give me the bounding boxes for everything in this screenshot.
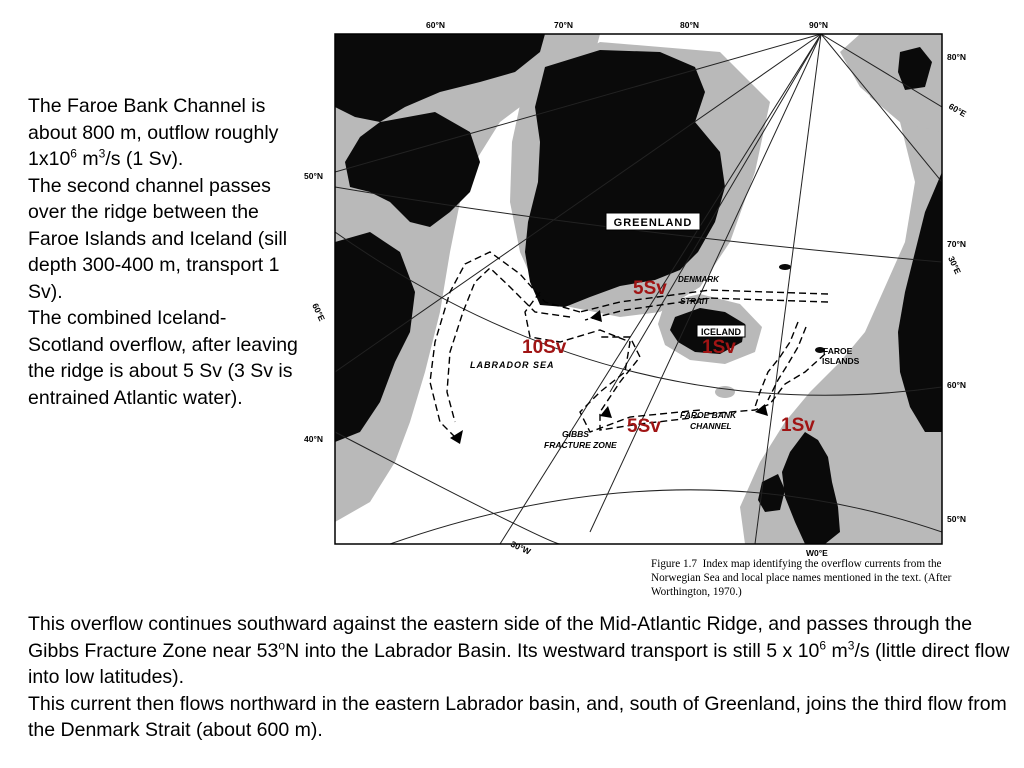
transport-label-denmark: 5Sv — [633, 278, 667, 299]
faroe-islands-label-line1: FAROE — [823, 346, 853, 356]
figure-caption — [651, 557, 991, 599]
figure-caption-label: Figure 1.7 — [651, 558, 697, 570]
lat-label-left-50n: 50°N — [304, 171, 323, 181]
denmark-strait-label-line1: DENMARK — [678, 275, 719, 284]
bottom-p1-exponent-6: 6 — [819, 638, 827, 652]
side-p1-exponent-3: 3 — [98, 146, 106, 161]
side-p1-exponent-6: 6 — [70, 146, 77, 161]
lat-label-top-90n: 90°N — [809, 20, 828, 30]
lat-label-right-70n: 70°N — [947, 239, 966, 249]
faroe-bank-channel-label-line1: FAROE BANK — [680, 410, 737, 420]
lon-label-left-60e: 60°E — [310, 301, 328, 323]
labrador-sea-label: LABRADOR SEA — [470, 360, 555, 370]
side-p1-text-c: /s (1 Sv). — [105, 148, 184, 170]
faroe-bank-channel-label-line2: CHANNEL — [690, 421, 732, 431]
transport-label-faroe-bank: 1Sv — [781, 415, 815, 436]
lon-label-bottom-30w: 30°W — [509, 538, 533, 557]
bottom-p1-text-d: /s (little direct flow into low latitudes). — [28, 639, 1010, 688]
land-jan-mayen — [779, 264, 791, 270]
side-text-block — [28, 93, 298, 411]
lat-label-right-60n: 60°N — [947, 380, 966, 390]
bottom-paragraph-2: This current then flows northward in the eastern Labrador basin, and, south of Greenland, joins the third flow from the Denmark Strait (about 600 m). — [28, 692, 1007, 741]
greenland-label: GREENLAND — [613, 217, 693, 229]
lat-label-top-60n: 60°N — [426, 20, 445, 30]
lat-label-left-40n: 40°N — [304, 434, 323, 444]
bottom-text-block — [28, 611, 1018, 744]
bottom-p1-degree-sup: o — [278, 638, 286, 652]
figure-caption-text: Index map identifying the overflow currents from the Norwegian Sea and local place names mentioned in the text. (After Worthington, 1970.) — [651, 558, 952, 598]
side-paragraph-1 — [28, 93, 298, 173]
lon-label-bottom-w0e: W0°E — [806, 548, 828, 558]
faroe-islands-label-line2: ISLANDS — [822, 356, 860, 366]
gibbs-label-line1: GIBBS — [562, 429, 589, 439]
transport-label-iceland-faroe: 1Sv — [702, 337, 736, 358]
bottom-paragraph-1 — [28, 611, 1018, 691]
lon-label-right-30e: 30°E — [946, 254, 964, 276]
gibbs-label-line2: FRACTURE ZONE — [544, 440, 617, 450]
side-p1-text-b: m — [76, 148, 99, 170]
bottom-p1-text-b: N into the Labrador Basin. Its westward transport is still 5 x 10 — [285, 639, 820, 662]
lon-label-right-60e: 60°E — [947, 101, 969, 119]
bottom-p1-text-a: This overflow continues southward against the eastern side of the Mid-Atlantic Ridge, and passes through the Gibbs Fracture Zone near 53 — [28, 613, 973, 662]
denmark-strait-label-line2: STRAIT — [680, 297, 709, 306]
lat-label-top-70n: 70°N — [554, 20, 573, 30]
transport-label-labrador: 10Sv — [522, 337, 567, 358]
iceland-label: ICELAND — [701, 327, 741, 337]
bottom-p1-text-c: m — [826, 639, 848, 662]
lat-label-right-50n: 50°N — [947, 514, 966, 524]
bottom-p1-exponent-3: 3 — [847, 638, 855, 652]
side-p1-text-a: The Faroe Bank Channel is about 800 m, outflow roughly 1x10 — [28, 95, 279, 170]
overflow-map — [300, 12, 969, 558]
lat-label-top-80n: 80°N — [680, 20, 699, 30]
lat-label-right-80n: 80°N — [947, 52, 966, 62]
side-paragraph-2: The second channel passes over the ridge between the Faroe Islands and Iceland (sill depth 300-400 m, transport 1 Sv). — [28, 174, 288, 303]
transport-label-gibbs: 5Sv — [627, 416, 661, 437]
side-paragraph-3: The combined Iceland-Scotland overflow, after leaving the ridge is about 5 Sv (3 Sv is entrained Atlantic water). — [28, 307, 298, 409]
